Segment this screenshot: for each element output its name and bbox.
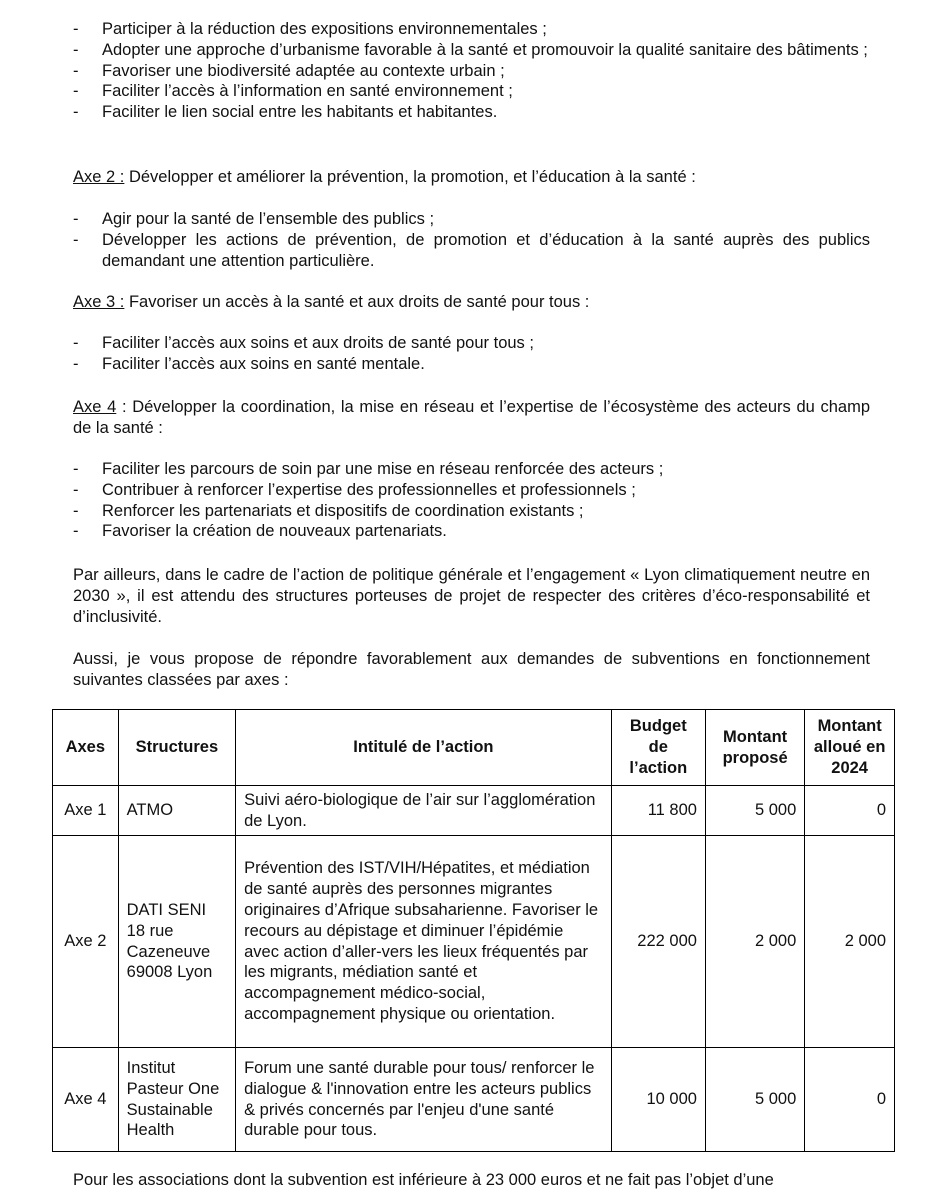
cell-montant-propose: 5 000	[705, 1048, 804, 1152]
dash-bullet: -	[73, 522, 79, 541]
dash-bullet: -	[73, 20, 79, 38]
axe3-bullet-list	[73, 333, 870, 375]
list-item: - Participer à la réduction des expositions environnementales ;	[73, 20, 547, 38]
header-montant-alloue: Montant alloué en 2024	[805, 710, 895, 786]
list-item: - Faciliter l’accès aux soins et aux droits de santé pour tous ;	[73, 334, 534, 352]
cell-structure: DATI SENI 18 rue Cazeneuve 69008 Lyon	[118, 836, 235, 1048]
dash-bullet: -	[73, 501, 79, 520]
paragraph-proposal: Aussi, je vous propose de répondre favorablement aux demandes de subventions en fonctionnement suivantes classées par axes :	[73, 650, 870, 689]
axe2-heading: Axe 2 : Développer et améliorer la prévention, la promotion, et l’éducation à la santé :	[73, 168, 696, 186]
cell-axe: Axe 2	[53, 836, 119, 1048]
axe3-heading: Axe 3 : Favoriser un accès à la santé et aux droits de santé pour tous :	[73, 293, 590, 311]
dash-bullet: -	[73, 460, 79, 478]
list-item: - Contribuer à renforcer l’expertise des professionnelles et professionnels ;	[73, 480, 636, 499]
table-row	[53, 836, 895, 1048]
list-item: - Faciliter l’accès à l’information en santé environnement ;	[73, 82, 513, 101]
intro-bullet-list	[73, 19, 870, 123]
list-item: - Agir pour la santé de l’ensemble des publics ;	[73, 210, 435, 228]
dash-bullet: -	[73, 230, 79, 249]
paragraph-climate: Par ailleurs, dans le cadre de l’action de politique générale et l’engagement « Lyon climatiquement neutre en 2030 », il est attendu des structures porteuses de projet de respecter des critères d’éco-responsabilité et d’inclusivité.	[73, 566, 870, 626]
dash-bullet: -	[73, 480, 79, 499]
header-structures: Structures	[118, 710, 235, 786]
cell-budget: 11 800	[611, 786, 705, 836]
subsidy-table	[52, 709, 895, 1152]
cell-intitule: Forum une santé durable pour tous/ renforcer le dialogue & l'innovation entre les acteurs publics & privés concernés par l'enjeu d'une santé durable pour tous.	[236, 1048, 612, 1152]
header-axes: Axes	[53, 710, 119, 786]
dash-bullet: -	[73, 210, 79, 228]
cell-montant-propose: 2 000	[705, 836, 804, 1048]
dash-bullet: -	[73, 103, 79, 122]
cell-axe: Axe 4	[53, 1048, 119, 1152]
dash-bullet: -	[73, 334, 79, 352]
footer-paragraph: Pour les associations dont la subvention est inférieure à 23 000 euros et ne fait pas l’objet d’une	[73, 1171, 774, 1189]
dash-bullet: -	[73, 354, 79, 373]
header-budget: Budget de l’action	[611, 710, 705, 786]
cell-montant-alloue: 0	[805, 786, 895, 836]
list-item: - Adopter une approche d’urbanisme favorable à la santé et promouvoir la qualité sanitaire des bâtiments ;	[73, 40, 868, 59]
list-item: - Développer les actions de prévention, de promotion et d’éducation à la santé auprès des publics demandant une attention particulière.	[73, 230, 870, 270]
table-row	[53, 1048, 895, 1152]
cell-budget: 222 000	[611, 836, 705, 1048]
list-item: - Favoriser la création de nouveaux partenariats.	[73, 522, 447, 541]
cell-budget: 10 000	[611, 1048, 705, 1152]
cell-montant-alloue: 0	[805, 1048, 895, 1152]
dash-bullet: -	[73, 82, 79, 101]
list-item: - Faciliter l’accès aux soins en santé mentale.	[73, 354, 425, 373]
cell-intitule: Suivi aéro-biologique de l’air sur l’agglomération de Lyon.	[236, 786, 612, 836]
cell-montant-alloue: 2 000	[805, 836, 895, 1048]
dash-bullet: -	[73, 61, 79, 80]
list-item: - Faciliter le lien social entre les habitants et habitantes.	[73, 103, 498, 122]
cell-montant-propose: 5 000	[705, 786, 804, 836]
list-item: - Renforcer les partenariats et dispositifs de coordination existants ;	[73, 501, 584, 520]
list-item: - Faciliter les parcours de soin par une mise en réseau renforcée des acteurs ;	[73, 460, 664, 478]
cell-axe: Axe 1	[53, 786, 119, 836]
cell-intitule: Prévention des IST/VIH/Hépatites, et médiation de santé auprès des personnes migrantes originaires d’Afrique subsaharienne. Favoriser le recours au dépistage et diminuer l’épidémie avec action d’aller-vers les lieux fréquentés par les migrants, médiation santé et accompagnement médico-social, accompagnement physique ou orientation.	[236, 836, 612, 1048]
table-row	[53, 786, 895, 836]
list-item: - Favoriser une biodiversité adaptée au contexte urbain ;	[73, 61, 505, 80]
header-montant-propose: Montant proposé	[705, 710, 804, 786]
cell-structure: ATMO	[118, 786, 235, 836]
axe2-bullet-list	[73, 209, 870, 271]
axe4-bullet-list	[73, 459, 870, 542]
table-header-row	[53, 710, 895, 786]
axe4-heading: Axe 4 : Développer la coordination, la mise en réseau et l’expertise de l’écosystème des acteurs du champ de la santé :	[73, 398, 870, 437]
cell-structure: Institut Pasteur One Sustainable Health	[118, 1048, 235, 1152]
header-intitule: Intitulé de l’action	[236, 710, 612, 786]
dash-bullet: -	[73, 40, 79, 59]
